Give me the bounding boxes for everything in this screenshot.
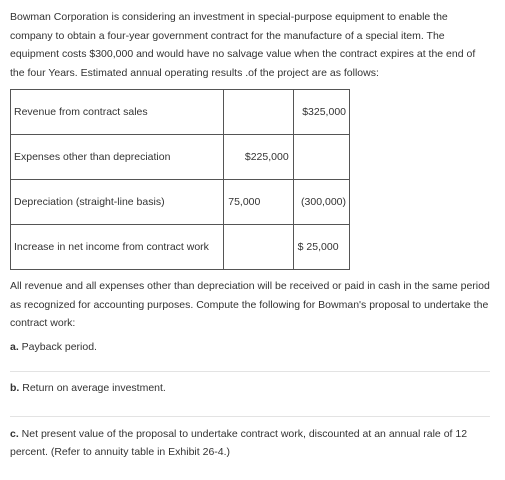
question-text: Net present value of the proposal to undertake contract work, discounted at an annual rale of 12 percent. (Refer to annuity table in Exhibit 26-4.) — [10, 427, 468, 458]
intro-paragraph: Bowman Corporation is considering an investment in special-purpose equipment to enable the company to obtain a four-year government contract for the manufacture of a special item. The equipment costs $300,000 and would have no salvage value when the contract expires at the end of the four Years. Estimated annual operating results .of the project are as follows: — [10, 11, 476, 79]
operating-results-table — [10, 89, 350, 270]
problem-content — [10, 8, 490, 462]
question-b — [10, 379, 490, 398]
question-c — [10, 425, 490, 462]
row-value-col2: 75,000 — [224, 180, 293, 225]
row-value-col2 — [224, 90, 293, 135]
table-row — [11, 225, 350, 270]
row-value-col2 — [224, 225, 293, 270]
question-text: Payback period. — [18, 340, 97, 353]
divider — [10, 416, 490, 417]
question-a — [10, 338, 490, 357]
row-value-col3 — [293, 135, 349, 180]
row-value-col3: $ 25,000 — [293, 225, 349, 270]
question-text: Return on average investment. — [19, 382, 166, 394]
row-value-col3: $325,000 — [293, 90, 349, 135]
question-letter: b. — [10, 382, 20, 394]
table-row — [11, 90, 350, 135]
instructions-paragraph: All revenue and all expenses other than depreciation will be received or paid in cash in the same period as recognized for accounting purposes. Compute the following for Bowman's proposal to undertake the contract work: — [10, 280, 490, 329]
question-letter: a. — [10, 340, 19, 353]
row-label: Expenses other than depreciation — [11, 135, 224, 180]
row-value-col3: (300,000) — [293, 180, 349, 225]
table-row — [11, 135, 350, 180]
row-label: Depreciation (straight-line basis) — [11, 180, 224, 225]
table-row — [11, 180, 350, 225]
row-label: Revenue from contract sales — [11, 90, 224, 135]
question-letter: c. — [10, 427, 19, 440]
divider — [10, 371, 490, 372]
row-value-col2: $225,000 — [224, 135, 293, 180]
row-label: Increase in net income from contract work — [11, 225, 224, 270]
